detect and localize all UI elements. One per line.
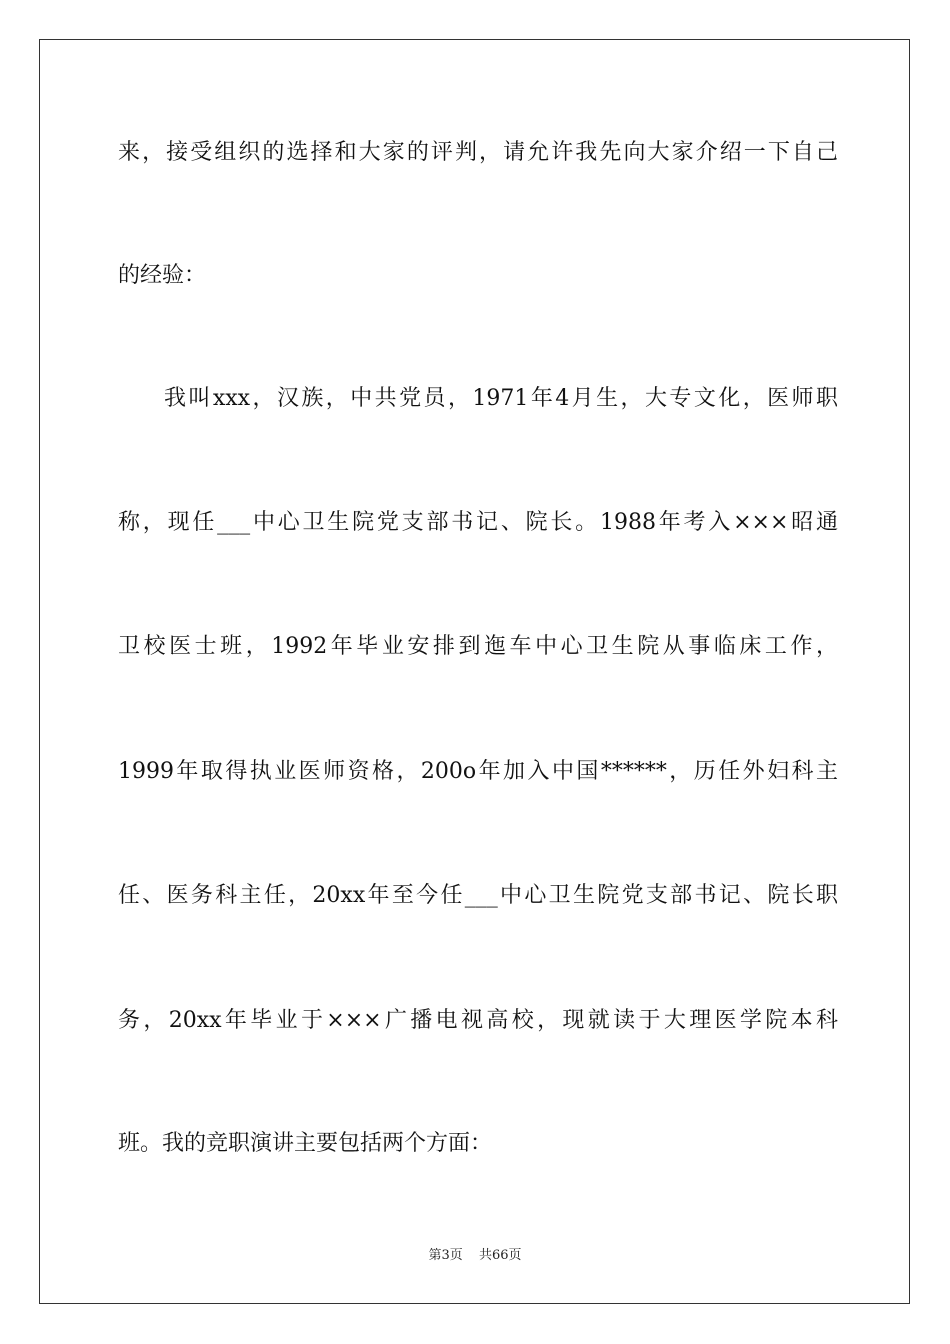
text-line-9: 班。我的竞职演讲主要包括两个方面：: [118, 1131, 493, 1156]
page-border: [39, 39, 910, 1304]
page-number: 第3页: [428, 1248, 463, 1263]
page-total: 共66页: [478, 1248, 522, 1263]
text-line-6: 1999年取得执业医师资格，200o年加入中国******，历任外妇科主: [118, 759, 838, 784]
text-line-5: 卫校医士班，1992年毕业安排到迤车中心卫生院从事临床工作，: [118, 634, 838, 659]
text-line-1: 来，接受组织的选择和大家的评判，请允许我先向大家介绍一下自己: [118, 140, 838, 165]
text-line-2: 的经验：: [118, 263, 207, 288]
text-line-7: 任、医务科主任，20xx年至今任___中心卫生院党支部书记、院长职: [118, 883, 838, 908]
text-line-3: 我叫xxx，汉族，中共党员，1971年4月生，大专文化，医师职: [164, 386, 838, 411]
page-footer: [0, 1247, 950, 1265]
text-line-8: 务，20xx年毕业于×××广播电视高校，现就读于大理医学院本科: [118, 1008, 838, 1033]
text-line-4: 称，现任___中心卫生院党支部书记、院长。1988年考入×××昭通: [118, 510, 838, 535]
